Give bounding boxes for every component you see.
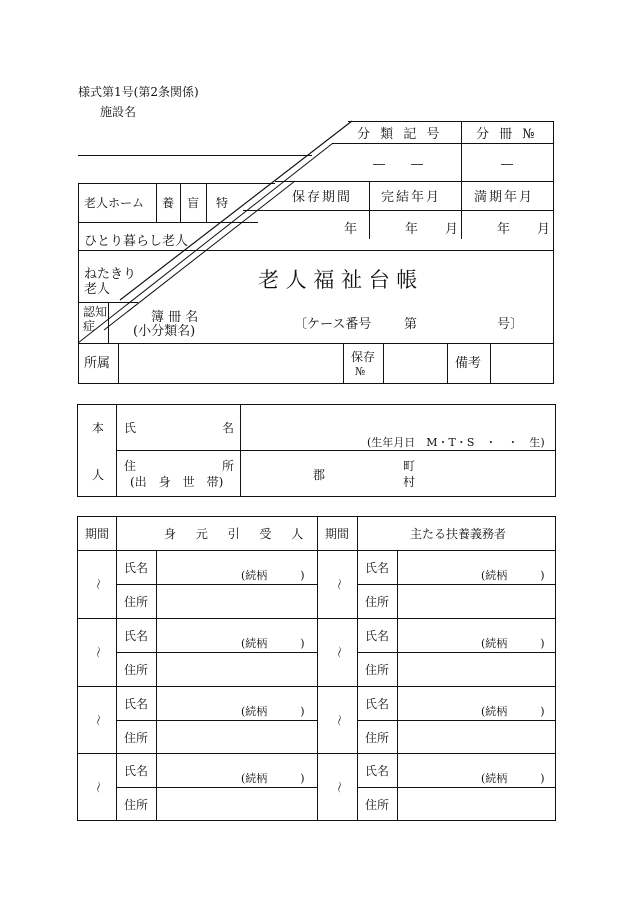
guarantor-name-label: 氏名 (124, 561, 149, 575)
person-origin-household: (出 身 世 帯) (130, 475, 224, 489)
case-number-open: 〔ケース番号 (294, 317, 372, 332)
bunrui-kigou-header: 分 類 記 号 (357, 127, 443, 142)
supporter-name-label: 氏名 (365, 764, 390, 778)
person-name-shi: 氏 (124, 421, 137, 435)
supporter-address-label: 住所 (365, 595, 390, 609)
person-gun: 郡 (313, 468, 326, 482)
kikan-range-tilde: 〜 (91, 577, 106, 591)
person-name-mei: 名 (222, 421, 235, 435)
kanketsu-nengetsu-label: 完結年月 (381, 190, 442, 205)
supporter-address-label: 住所 (365, 731, 390, 745)
kanketsu-month: 月 (445, 222, 459, 237)
hozon-year: 年 (344, 222, 358, 237)
kikan-range-tilde: 〜 (332, 645, 347, 659)
category-ninchi-line1: 認知 (83, 305, 108, 319)
kikan-range-tilde: 〜 (91, 645, 106, 659)
person-mura: 村 (403, 475, 416, 489)
bunsatsu-no-header: 分 冊 № (476, 127, 538, 142)
guarantor-address-label: 住所 (124, 798, 149, 812)
guarantor-name-label: 氏名 (124, 764, 149, 778)
kanketsu-year: 年 (405, 222, 419, 237)
category-netakiri-line2: 老人 (84, 282, 111, 297)
guarantor-relationship: (続柄 ) (241, 637, 305, 650)
category-ninchi-line2: 症 (83, 319, 96, 333)
supporter-relationship: (続柄 ) (481, 705, 545, 718)
kikan-range-tilde: 〜 (332, 713, 347, 727)
fuyou-gimusha-header: 主たる扶養義務者 (410, 527, 507, 541)
dash-2: ― (411, 157, 423, 171)
guarantor-address-label: 住所 (124, 731, 149, 745)
book-name-label: 簿 冊 名 (151, 310, 199, 325)
supporter-address-label: 住所 (365, 663, 390, 677)
supporter-address-label: 住所 (365, 798, 390, 812)
dash-1: ― (373, 157, 385, 171)
sub-class-label: (小分類名) (133, 324, 196, 339)
case-number-dai: 第 (404, 317, 418, 332)
guarantor-relationship: (続柄 ) (241, 772, 305, 785)
category-mou: 盲 (187, 196, 200, 210)
dash-3: ― (501, 157, 513, 171)
person-address-juu: 住 (124, 459, 137, 473)
manki-month: 月 (537, 222, 551, 237)
guarantor-address-label: 住所 (124, 663, 149, 677)
person-address-sho: 所 (222, 459, 235, 473)
manki-nengetsu-label: 満期年月 (474, 190, 535, 205)
category-netakiri-line1: ねたきり (84, 267, 137, 282)
hozon-no-label-line2: № (355, 365, 366, 378)
case-number-gou: 号〕 (497, 317, 524, 332)
kikan-right-header: 期間 (325, 527, 350, 541)
person-nin: 人 (92, 468, 105, 482)
category-toku: 特 (216, 196, 229, 210)
person-machi: 町 (403, 459, 416, 473)
kikan-range-tilde: 〜 (91, 713, 106, 727)
guarantor-relationship: (続柄 ) (241, 569, 305, 582)
kikan-left-header: 期間 (85, 527, 110, 541)
ledger-title: 老 人 福 祉 台 帳 (258, 268, 418, 292)
hozon-kikan-label: 保存期間 (292, 190, 353, 205)
supporter-relationship: (続柄 ) (481, 637, 545, 650)
guarantor-name-label: 氏名 (124, 697, 149, 711)
person-hon: 本 (92, 421, 105, 435)
guarantor-name-label: 氏名 (124, 629, 149, 643)
kikan-range-tilde: 〜 (91, 780, 106, 794)
category-you: 養 (162, 196, 175, 210)
person-birthdate: (生年月日 M・T・S ・ ・ 生) (367, 436, 545, 449)
supporter-relationship: (続柄 ) (481, 569, 545, 582)
manki-year: 年 (497, 222, 511, 237)
supporter-name-label: 氏名 (365, 629, 390, 643)
bikou-label: 備考 (455, 356, 482, 371)
mimoto-hikiukenin-header: 身 元 引 受 人 (164, 527, 312, 541)
supporter-name-label: 氏名 (365, 697, 390, 711)
form-number: 様式第1号(第2条関係) (78, 85, 199, 99)
shozoku-label: 所属 (84, 356, 111, 371)
supporter-name-label: 氏名 (365, 561, 390, 575)
guarantor-address-label: 住所 (124, 595, 149, 609)
kikan-range-tilde: 〜 (332, 577, 347, 591)
hozon-no-label-line1: 保存 (351, 350, 376, 364)
kikan-range-tilde: 〜 (332, 780, 347, 794)
supporter-relationship: (続柄 ) (481, 772, 545, 785)
guarantor-relationship: (続柄 ) (241, 705, 305, 718)
facility-name-label: 施設名 (100, 105, 137, 119)
category-roujin-home: 老人ホーム (84, 196, 145, 210)
category-hitorigurashi: ひとり暮らし老人 (84, 234, 189, 249)
